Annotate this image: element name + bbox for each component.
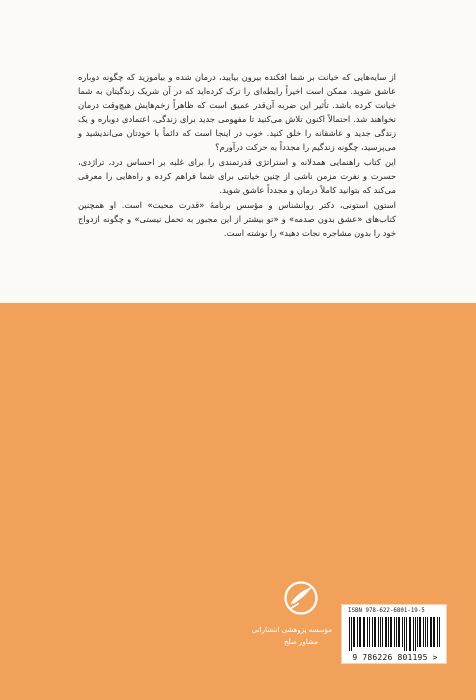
publisher-subtitle: مشاور صلح — [284, 638, 318, 646]
isbn-label: ISBN 978-622-6801-19-5 — [348, 608, 425, 614]
barcode-digits: 9 786226 801195 — [352, 653, 428, 662]
barcode-bar — [402, 617, 403, 647]
barcode-bar — [359, 617, 361, 647]
barcode-bar — [390, 617, 392, 647]
barcode-bar — [425, 617, 426, 647]
barcode-bar — [369, 617, 370, 647]
intro-paragraph: از سایه‌هایی که خیانت بر شما افکنده بیرون بیایید، درمان شده و بیاموزید که چگونه دوباره عاشق شوید. ممکن است اخیراً رابطه‌ای را ترک کرده‌اید که در آن شریک زندگیتان به شما خیانت کرده باشد. تأثیر این ضربه آن‌قدر عمیق است که ظاهراً زخم‌هایش هیچ‌وقت درمان نخواهند شد. احتمالاً اکنون تلاش می‌کنید تا مفهومی جدید برای زندگی، اعتمادی دوباره و یک زندگی جدید و عاشقانه را خلق کنید. خوب در اینجا است که دائماً با خودتان می‌اندیشید و می‌پرسید، چگونه زندگیم را مجدداً به حرکت درآورم؟ — [78, 72, 396, 152]
barcode-bar — [409, 617, 411, 651]
barcode-bar — [385, 617, 387, 647]
barcode-bars — [348, 617, 442, 651]
barcode-bar — [378, 617, 379, 647]
barcode-bar — [349, 617, 350, 651]
barcode-bar — [374, 617, 376, 647]
barcode-bar — [417, 617, 418, 647]
book-description-paragraph: این کتاب راهنمایی همدلانه و استراتژی قدرتمندی را برای غلبه بر احساس درد، تراژدی، حسرت و نفرت مزمن ناشی از چنین خیانتی برای شما فراهم کرده و راه‌هایی را معرفی می‌کند که بتوانید کاملاً درمان و مجدداً عاشق شوید. — [78, 157, 396, 195]
barcode-bar — [388, 617, 389, 647]
barcode-bar — [406, 617, 407, 651]
barcode-bar — [437, 617, 438, 647]
barcode-number — [346, 653, 444, 662]
barcode-bar — [357, 617, 358, 647]
barcode-bar — [351, 617, 352, 651]
barcode-bar — [372, 617, 373, 647]
barcode-bar — [382, 617, 383, 647]
barcode-bar — [404, 617, 405, 651]
barcode-bar — [415, 617, 416, 651]
barcode-bar — [363, 617, 365, 647]
publisher-name: مؤسسه پژوهشی انتشاراتی — [251, 626, 332, 634]
barcode-bar — [427, 617, 428, 647]
barcode-bar — [419, 617, 421, 647]
quill-circle-icon — [281, 578, 321, 618]
barcode-bar — [396, 617, 397, 647]
barcode-bar — [423, 617, 424, 647]
barcode-end-mark: > — [432, 653, 438, 662]
barcode-bar — [394, 617, 395, 647]
barcode-bar — [439, 617, 440, 647]
barcode-bar — [380, 617, 381, 647]
barcode-bar — [430, 617, 432, 647]
barcode-bar — [367, 617, 368, 647]
author-bio-paragraph: استون استونی، دکتر روانشناس و مؤسس برنامهٔ «قدرت محبت» است. او همچنین کتاب‌های «عشق بدون صدمه» و «تو بیشتر از این مجبور به تحمل نیستی» و چگونه ازدواج خود را بدون مشاجره نجات دهید» را نوشته است. — [78, 200, 396, 238]
barcode-bar — [433, 617, 435, 647]
barcode-bar — [413, 617, 414, 651]
back-cover-text — [78, 70, 396, 240]
barcode-bar — [398, 617, 400, 647]
publisher-logo — [251, 578, 332, 650]
barcode-area — [341, 604, 447, 664]
barcode-bar — [353, 617, 355, 647]
